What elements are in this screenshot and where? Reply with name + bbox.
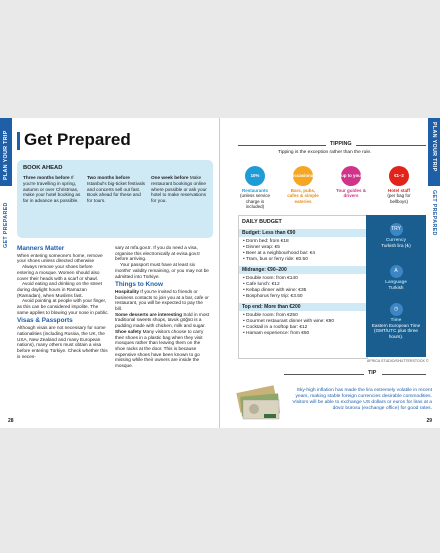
section-heading-manners: Manners Matter [17,245,65,252]
paragraph: Avoid eating and drinking on the street during daylight hours in Ramazan (Ramadan), when Muslims fast. [17,281,102,298]
page-number: 28 [8,418,14,424]
right-page [220,118,440,428]
list-item: • Dinner wrap: €5 [243,245,315,251]
list-item: • Bosphorus ferry trip: €3.50 [243,294,306,300]
tip-badge: up to you [341,166,361,186]
tip-badge: 10% [245,166,265,186]
list-item: • Cafe lunch: €12 [243,282,306,288]
budget-band: Midrange: €90–200 [239,266,367,274]
list-item: • Kebap dinner with wine: €35 [243,288,306,294]
banknotes-image [236,383,282,423]
language-icon: A [390,265,403,278]
side-tab-primary: PLAN YOUR TRIP [3,130,9,180]
tipping-subtitle: Tipping is the exception rather than the rule. [278,150,372,155]
currency-icon: TRY [390,223,403,236]
budget-list [243,313,334,337]
tip-item-restaurants: 10% Restaurants (unless service charge is included) [238,166,272,210]
tip-badge: €1–2 [389,166,409,186]
paragraph: Hospitality If you're invited to friends or business contacts to join you at a bar, cafe or restaurant, you will be expected to pay the bill. [115,288,209,312]
section-heading-things: Things to Know [115,281,163,289]
tip-item-bars: occasional Bars, pubs, cafes & simple eateries [286,166,320,204]
clock-icon: ◷ [390,303,403,316]
paragraph: Always remove your shoes before entering a mosque. Women should also cover their heads with a scarf or shawl. [17,264,100,281]
tip-badge: occasional [293,166,313,186]
tip-item-hotel: €1–2 Hotel staff (per bag for bellboys) [382,166,416,204]
list-item: • Dorm bed: from €18 [243,239,315,245]
page-number: 29 [426,418,432,424]
budget-list [243,239,315,263]
book-ahead-column: Three months before If you're travelling in spring, autumn or over Christmas, make your hotel booking as far in advance as possible. [23,175,81,204]
side-tab [428,118,440,428]
left-page [0,118,220,428]
info-language: A Language Turkish [366,265,426,290]
tip-text: Sky-high inflation has made the lira extremely volatile in recent years, making stable foreign currencies desirable commodities. Visitors will be able to exchange US dollars or euros for liras at a döviz bürosu (exchange office) for good rates. [292,388,432,411]
paragraph: Your passport must have at least six months' validity remaining, or you may not be admitted into Türkiye. [115,262,209,279]
side-tab-secondary: GET PREPARED [3,202,9,248]
budget-list [243,276,306,300]
info-panel [366,215,426,357]
book-ahead-column: Two months before Istanbul's big-ticket festivals and concerts sell out fast. Book ahead for these and for tours. [87,175,145,204]
budget-band: Budget: Less than €90 [239,229,367,237]
info-currency: TRY Currency Turkish lira (₺) [366,223,426,248]
text-column-1 [17,243,110,359]
text-column-2 [115,245,211,369]
list-item: • Hamam experience: from €50 [243,331,334,337]
divider [284,374,364,375]
divider [356,145,426,146]
tip-label: TIP [368,370,377,376]
book-ahead-box [17,160,213,238]
daily-budget-title: DAILY BUDGET [242,219,282,225]
list-item: • Tram, bus or ferry ride: €0.50 [243,257,315,263]
tipping-label: TIPPING [330,141,352,147]
info-time: ◷ Time Eastern European Time (GMT/UTC plus three hours). [366,303,426,339]
divider [238,145,326,146]
page-title: Get Prepared [24,130,131,149]
tip-item-guides: up to you Tour guides & drivers [334,166,368,199]
divider [382,374,426,375]
side-tab [0,118,12,428]
paragraph: When entering someone's home, remove your shoes unless directed otherwise [17,252,103,264]
paragraph: Avoid pointing at people with your finger, as this can be considered impolite. The same applies to blowing your nose in public. [17,298,109,315]
budget-band: Top end: More than €200 [239,303,367,311]
paragraph: Some desserts are interesting Sold in most traditional sweets shops, tavuk göğsü is a pudding made with chicken, milk and sugar. [115,311,210,329]
paragraph: Although visas are not necessary for some nationalities (including Russia, the UK, the USA, New Zealand and many European nations), many others must obtain a visa before entering Türkiye. Check whether this is neces- [17,325,108,359]
daily-budget-box [238,215,368,359]
side-tab-primary: PLAN YOUR TRIP [431,122,437,172]
section-heading-visas: Visas & Passports [17,317,73,325]
paragraph: Shoe safety Many visitors choose to carry their shoes in a plastic bag when they visit mosques rather than leaving them on the shoe racks at the door. This is because expensive shoes have been known to go missing while their owners are inside the mosque. [115,328,204,369]
side-tab-secondary: GET PREPARED [431,190,437,236]
paragraph: sary at mfa.gov.tr. If you do need a visa, organise this electronically at evisa.gov.tr before arriving. [115,245,201,262]
list-item: • Double room: from €250 [243,313,334,319]
list-item: • Double room: from €140 [243,276,306,282]
photo-credit: AFRICA STUDIO/SHUTTERSTOCK © [367,359,429,363]
list-item: • Gourmet restaurant dinner with wine: €90 [243,319,334,325]
list-item: • Cocktail in a rooftop bar: €12 [243,325,334,331]
book-ahead-heading: BOOK AHEAD [23,165,63,171]
title-accent-bar [17,132,20,150]
list-item: • Beer at a neighbourhood bar: €4 [243,251,315,257]
book-ahead-column: One week before Make restaurant bookings online where possible or ask your hotel to make reservations for you. [151,175,207,204]
